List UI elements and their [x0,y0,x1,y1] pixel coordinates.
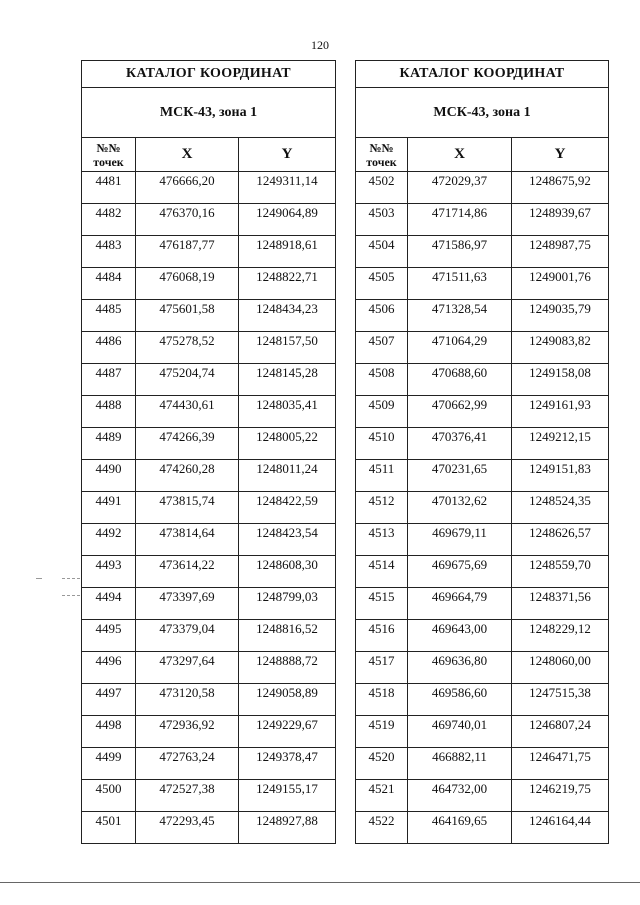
table-row [356,620,609,652]
y-coordinate-cell: 1248626,57 [512,524,609,556]
y-coordinate-cell: 1248918,61 [239,236,336,268]
table-row [82,428,336,460]
y-coordinate-cell: 1249229,67 [239,716,336,748]
y-coordinate-cell: 1248434,23 [239,300,336,332]
y-coordinate-cell: 1249001,76 [512,268,609,300]
table-row [82,652,336,684]
x-coordinate-cell: 472527,38 [136,780,239,812]
y-coordinate-cell: 1248423,54 [239,524,336,556]
point-number-cell: 4522 [356,812,408,844]
y-coordinate-cell: 1246807,24 [512,716,609,748]
x-coordinate-cell: 476666,20 [136,172,239,204]
point-number-cell: 4519 [356,716,408,748]
catalog-subtitle: МСК-43, зона 1 [356,88,609,138]
x-coordinate-cell: 464169,65 [408,812,512,844]
y-coordinate-cell: 1248608,30 [239,556,336,588]
y-coordinate-cell: 1248371,56 [512,588,609,620]
point-number-cell: 4511 [356,460,408,492]
point-number-cell: 4487 [82,364,136,396]
table-row [82,460,336,492]
table-row [356,428,609,460]
point-number-cell: 4518 [356,684,408,716]
table-row [356,716,609,748]
table-row [82,332,336,364]
x-coordinate-cell: 469636,80 [408,652,512,684]
table-row [356,460,609,492]
point-number-cell: 4512 [356,492,408,524]
table-row [82,812,336,844]
x-coordinate-cell: 473379,04 [136,620,239,652]
table-row [356,588,609,620]
y-coordinate-cell: 1246219,75 [512,780,609,812]
margin-mark [36,578,42,579]
point-number-cell: 4484 [82,268,136,300]
x-coordinate-cell: 471064,29 [408,332,512,364]
table-row [82,492,336,524]
table-row [82,172,336,204]
table-row [356,556,609,588]
point-number-cell: 4515 [356,588,408,620]
point-number-cell: 4503 [356,204,408,236]
point-number-cell: 4521 [356,780,408,812]
column-header-y: Y [512,138,609,172]
table-row [82,364,336,396]
point-number-cell: 4500 [82,780,136,812]
table-row [82,620,336,652]
x-coordinate-cell: 473397,69 [136,588,239,620]
y-coordinate-cell: 1248524,35 [512,492,609,524]
y-coordinate-cell: 1247515,38 [512,684,609,716]
point-number-cell: 4516 [356,620,408,652]
table-row [82,716,336,748]
table-body [82,172,336,844]
table-row [82,524,336,556]
point-number-cell: 4486 [82,332,136,364]
point-number-cell: 4496 [82,652,136,684]
x-coordinate-cell: 475278,52 [136,332,239,364]
column-header-point-number: №№ точек [82,138,136,172]
table-row [356,652,609,684]
x-coordinate-cell: 476187,77 [136,236,239,268]
point-number-cell: 4495 [82,620,136,652]
y-coordinate-cell: 1248559,70 [512,556,609,588]
table-row [356,172,609,204]
y-coordinate-cell: 1248005,22 [239,428,336,460]
x-coordinate-cell: 466882,11 [408,748,512,780]
table-row [356,204,609,236]
x-coordinate-cell: 472936,92 [136,716,239,748]
point-number-cell: 4490 [82,460,136,492]
table-row [82,588,336,620]
table-row [356,364,609,396]
y-coordinate-cell: 1249151,83 [512,460,609,492]
x-coordinate-cell: 469675,69 [408,556,512,588]
point-number-cell: 4499 [82,748,136,780]
x-coordinate-cell: 473120,58 [136,684,239,716]
table-row [356,524,609,556]
y-coordinate-cell: 1249058,89 [239,684,336,716]
column-header-x: X [408,138,512,172]
y-coordinate-cell: 1248422,59 [239,492,336,524]
y-coordinate-cell: 1248927,88 [239,812,336,844]
column-header-point-number: №№ точек [356,138,408,172]
y-coordinate-cell: 1248011,24 [239,460,336,492]
x-coordinate-cell: 473614,22 [136,556,239,588]
y-coordinate-cell: 1246164,44 [512,812,609,844]
point-number-cell: 4506 [356,300,408,332]
x-coordinate-cell: 473297,64 [136,652,239,684]
table-row [356,780,609,812]
y-coordinate-cell: 1249378,47 [239,748,336,780]
table-row [82,556,336,588]
x-coordinate-cell: 471328,54 [408,300,512,332]
y-coordinate-cell: 1248229,12 [512,620,609,652]
y-coordinate-cell: 1249155,17 [239,780,336,812]
point-number-cell: 4508 [356,364,408,396]
y-coordinate-cell: 1248799,03 [239,588,336,620]
point-number-cell: 4492 [82,524,136,556]
y-coordinate-cell: 1249083,82 [512,332,609,364]
x-coordinate-cell: 476370,16 [136,204,239,236]
table-row [356,236,609,268]
point-number-cell: 4493 [82,556,136,588]
x-coordinate-cell: 470688,60 [408,364,512,396]
table-row [356,812,609,844]
x-coordinate-cell: 474266,39 [136,428,239,460]
x-coordinate-cell: 464732,00 [408,780,512,812]
point-number-cell: 4504 [356,236,408,268]
x-coordinate-cell: 474430,61 [136,396,239,428]
margin-mark [62,595,80,596]
x-coordinate-cell: 472763,24 [136,748,239,780]
point-number-cell: 4482 [82,204,136,236]
point-number-cell: 4498 [82,716,136,748]
table-row [356,396,609,428]
x-coordinate-cell: 475204,74 [136,364,239,396]
y-coordinate-cell: 1248987,75 [512,236,609,268]
y-coordinate-cell: 1248939,67 [512,204,609,236]
point-number-cell: 4483 [82,236,136,268]
y-coordinate-cell: 1249212,15 [512,428,609,460]
coordinate-catalog-table-right [355,60,609,844]
y-coordinate-cell: 1248816,52 [239,620,336,652]
x-coordinate-cell: 469586,60 [408,684,512,716]
y-coordinate-cell: 1249035,79 [512,300,609,332]
point-number-cell: 4501 [82,812,136,844]
x-coordinate-cell: 472029,37 [408,172,512,204]
x-coordinate-cell: 473815,74 [136,492,239,524]
y-coordinate-cell: 1246471,75 [512,748,609,780]
table-row [82,300,336,332]
x-coordinate-cell: 469740,01 [408,716,512,748]
y-coordinate-cell: 1248145,28 [239,364,336,396]
x-coordinate-cell: 470132,62 [408,492,512,524]
point-number-cell: 4489 [82,428,136,460]
x-coordinate-cell: 474260,28 [136,460,239,492]
x-coordinate-cell: 470231,65 [408,460,512,492]
point-number-cell: 4520 [356,748,408,780]
x-coordinate-cell: 472293,45 [136,812,239,844]
table-row [356,684,609,716]
x-coordinate-cell: 470662,99 [408,396,512,428]
y-coordinate-cell: 1248035,41 [239,396,336,428]
point-number-cell: 4494 [82,588,136,620]
point-number-cell: 4509 [356,396,408,428]
column-header-y: Y [239,138,336,172]
catalog-subtitle: МСК-43, зона 1 [82,88,336,138]
footer-rule [0,882,640,883]
y-coordinate-cell: 1248060,00 [512,652,609,684]
catalog-title: КАТАЛОГ КООРДИНАТ [82,61,336,88]
y-coordinate-cell: 1249158,08 [512,364,609,396]
margin-mark [62,578,80,579]
table-row [82,780,336,812]
point-number-cell: 4505 [356,268,408,300]
y-coordinate-cell: 1249311,14 [239,172,336,204]
point-number-cell: 4497 [82,684,136,716]
point-number-cell: 4514 [356,556,408,588]
point-number-cell: 4488 [82,396,136,428]
y-coordinate-cell: 1249161,93 [512,396,609,428]
x-coordinate-cell: 476068,19 [136,268,239,300]
x-coordinate-cell: 470376,41 [408,428,512,460]
point-number-cell: 4507 [356,332,408,364]
catalog-title: КАТАЛОГ КООРДИНАТ [356,61,609,88]
table-row [356,268,609,300]
table-row [82,268,336,300]
y-coordinate-cell: 1248888,72 [239,652,336,684]
point-number-cell: 4481 [82,172,136,204]
point-number-cell: 4502 [356,172,408,204]
x-coordinate-cell: 469643,00 [408,620,512,652]
x-coordinate-cell: 473814,64 [136,524,239,556]
table-row [356,332,609,364]
point-number-cell: 4510 [356,428,408,460]
x-coordinate-cell: 469679,11 [408,524,512,556]
table-body [356,172,609,844]
table-row [82,236,336,268]
table-row [356,748,609,780]
point-number-cell: 4485 [82,300,136,332]
table-row [82,396,336,428]
point-number-cell: 4491 [82,492,136,524]
x-coordinate-cell: 475601,58 [136,300,239,332]
table-row [82,748,336,780]
y-coordinate-cell: 1248822,71 [239,268,336,300]
point-number-cell: 4513 [356,524,408,556]
x-coordinate-cell: 471511,63 [408,268,512,300]
x-coordinate-cell: 471714,86 [408,204,512,236]
page-number: 120 [311,38,329,52]
table-row [356,300,609,332]
table-row [82,684,336,716]
y-coordinate-cell: 1249064,89 [239,204,336,236]
column-header-x: X [136,138,239,172]
y-coordinate-cell: 1248157,50 [239,332,336,364]
y-coordinate-cell: 1248675,92 [512,172,609,204]
table-row [82,204,336,236]
x-coordinate-cell: 469664,79 [408,588,512,620]
x-coordinate-cell: 471586,97 [408,236,512,268]
table-row [356,492,609,524]
coordinate-catalog-table-left [81,60,336,844]
point-number-cell: 4517 [356,652,408,684]
